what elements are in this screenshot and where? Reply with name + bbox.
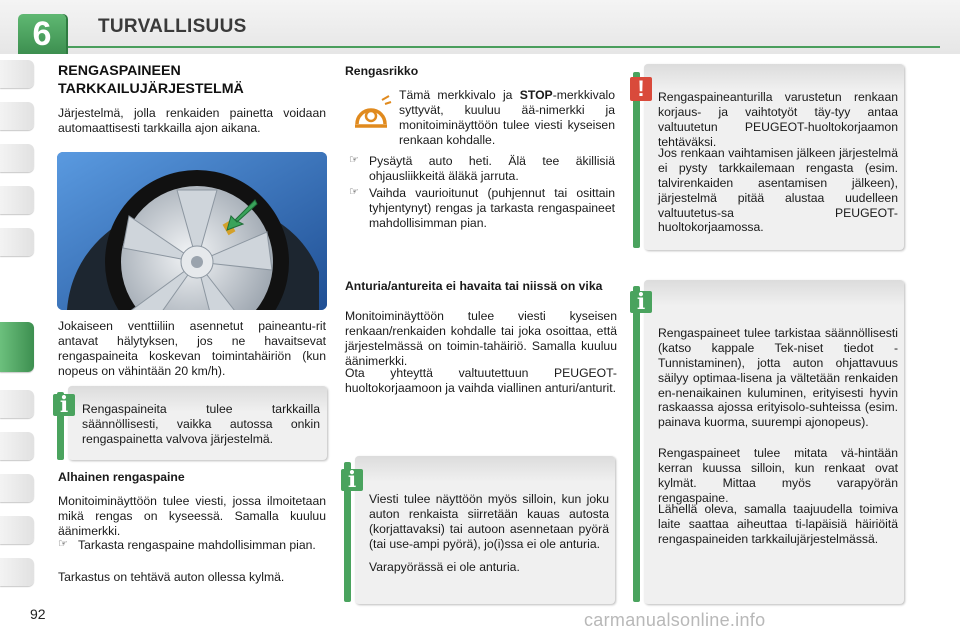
hand-pointer-bullet-icon: ☞ <box>349 186 359 198</box>
stop-label: STOP <box>519 88 553 102</box>
side-tab-10[interactable] <box>0 516 34 544</box>
warning-box-band <box>644 64 904 90</box>
side-tab-2[interactable] <box>0 102 34 130</box>
info-box-band <box>644 280 904 306</box>
info-box-accent-bar <box>633 286 640 602</box>
low-pressure-bullet-text: Tarkasta rengaspaine mahdollisimman pian. <box>78 538 316 552</box>
side-tab-1[interactable] <box>0 60 34 88</box>
info-icon: i <box>341 469 363 491</box>
puncture-bullet-2 <box>349 186 615 231</box>
warning-box <box>644 64 904 250</box>
side-tab-4[interactable] <box>0 186 34 214</box>
info-right-text-3: Lähellä oleva, samalla taajuudella toimiva laite saattaa aiheuttaa ti-lapäisiä häiriöitä rengaspaineiden tarkkailujärjestelmässä. <box>658 502 898 546</box>
low-pressure-heading: Alhainen rengaspaine <box>58 470 185 484</box>
warning-text-2: Jos renkaan vaihtamisen jälkeen järjestelmä ei pysty tarkkailemaan rengasta (esim. talvirenkaiden asentamisen jälkeen), järjestelmä pitää alustaa uudelleen valtuutetus-sa PEUGEOT-huoltokorjaamossa. <box>658 146 898 235</box>
intro-paragraph: Järjestelmä, jolla renkaiden painetta voidaan automaattisesti tarkkailla ajon aikana. <box>58 106 326 135</box>
puncture-paragraph <box>399 88 615 148</box>
puncture-text-after: -merkkivalo syttyvät, kuuluu ää-nimerkki ja monitoiminäyttöön tulee viesti kyseisen renkaan kohdalle. <box>399 88 615 147</box>
info-right-text-1: Rengaspaineet tulee tarkistaa säännöllisesti (katso kappale Tek-niset tiedot - Tunnistaminen), jotta auton ohjattavuus säilyy optimaa-lisena ja vältetään renkaiden en-nenaikainen kuluminen, erityisesti hyvin raskaassa ajossa erityisolo-suhteissa (esim. painava kuorma, suurempi ajonopeus). <box>658 326 898 430</box>
info-box-right <box>644 280 904 604</box>
chapter-tab-icon: 6 <box>18 14 66 54</box>
side-tab-9[interactable] <box>0 474 34 502</box>
puncture-heading: Rengasrikko <box>345 64 419 78</box>
side-tab-6-active[interactable] <box>0 322 34 372</box>
section-title-line2: TARKKAILUJÄRJESTELMÄ <box>58 81 244 97</box>
puncture-bullet-1-text: Pysäytä auto heti. Älä tee äkillisiä ohjausliikkeitä äläkä jarruta. <box>369 154 615 183</box>
sensor-paragraph: Jokaiseen venttiiliin asennetut paineantu-rit antavat hälytyksen, jos ne havaitsevat rengaspaineita koskevan toimintahäiriön (kun nopeus on vähintään 20 km/h). <box>58 319 326 378</box>
puncture-bullet-2-text: Vaihda vaurioitunut (puhjennut tai osittain tyhjentynyt) rengas ja tarkasta rengaspaineet mahdollisimman pian. <box>369 186 615 230</box>
low-pressure-paragraph: Monitoiminäyttöön tulee viesti, jossa ilmoitetaan mikä rengas on kyseessä. Samalla kuuluu äänimerkki. <box>58 494 326 538</box>
warning-icon: ! <box>630 77 652 101</box>
wheel-illustration <box>57 152 327 310</box>
info-box-left <box>68 386 327 460</box>
info-box-middle-text-1: Viesti tulee näyttöön myös silloin, kun joku auton renkaista siirretään kauas autosta (korjattavaksi) tai autoon asennetaan pyörä (tai use-ampi pyörä), jo(i)ssa ei ole anturia. <box>369 492 609 551</box>
sensor-missing-paragraph-1: Monitoiminäyttöön tulee viesti kyseisen renkaan/renkaiden kohdalle tai joka osoittaa, että järjestelmässä on toimin-tahäiriö. Samalla kuuluu äänimerkki. <box>345 309 617 368</box>
warning-text-1: Rengaspaineanturilla varustetun renkaan korjaus- ja vaihtotyöt täy-tyy antaa valtuutetun PEUGEOT-huoltokorjaamon tehtäväksi. <box>658 90 898 149</box>
chapter-title: TURVALLISUUS <box>98 16 247 37</box>
tyre-pressure-warning-icon <box>349 94 393 134</box>
sensor-missing-heading: Anturia/antureita ei havaita tai niissä on vika <box>345 279 603 293</box>
header-underline <box>30 46 940 48</box>
info-icon: i <box>630 291 652 313</box>
info-icon: i <box>53 394 75 416</box>
side-tab-5[interactable] <box>0 228 34 256</box>
hand-pointer-bullet-icon: ☞ <box>58 538 68 550</box>
section-title-line1: RENGASPAINEEN <box>58 63 181 79</box>
info-box-middle <box>355 456 615 604</box>
sensor-missing-paragraph-2: Ota yhteyttä valtuutettuun PEUGEOT-huoltokorjaamoon ja vaihda viallinen anturi/anturit. <box>345 366 617 395</box>
info-box-band <box>355 456 615 482</box>
hand-pointer-bullet-icon: ☞ <box>349 154 359 166</box>
low-pressure-bullet <box>58 538 326 553</box>
side-tab-8[interactable] <box>0 432 34 460</box>
low-pressure-note: Tarkastus on tehtävä auton ollessa kylmä. <box>58 570 285 584</box>
info-right-text-2: Rengaspaineet tulee mitata vä-hintään kerran kuussa silloin, kun renkaat ovat kylmät. Mittaa myös varapyörän rengaspaine. <box>658 446 898 505</box>
chapter-side-tabs <box>0 60 34 580</box>
side-tab-11[interactable] <box>0 558 34 586</box>
side-tab-7[interactable] <box>0 390 34 418</box>
puncture-text-before: Tämä merkkivalo ja <box>399 88 520 102</box>
side-tab-3[interactable] <box>0 144 34 172</box>
page-number: 92 <box>30 606 46 622</box>
puncture-bullet-1 <box>349 154 615 184</box>
info-box-middle-text-2: Varapyörässä ei ole anturia. <box>369 560 520 574</box>
watermark: carmanualsonline.info <box>584 610 766 630</box>
info-box-left-text: Rengaspaineita tulee tarkkailla säännöllisesti, vaikka autossa onkin rengaspainetta valvova järjestelmä. <box>82 402 320 446</box>
